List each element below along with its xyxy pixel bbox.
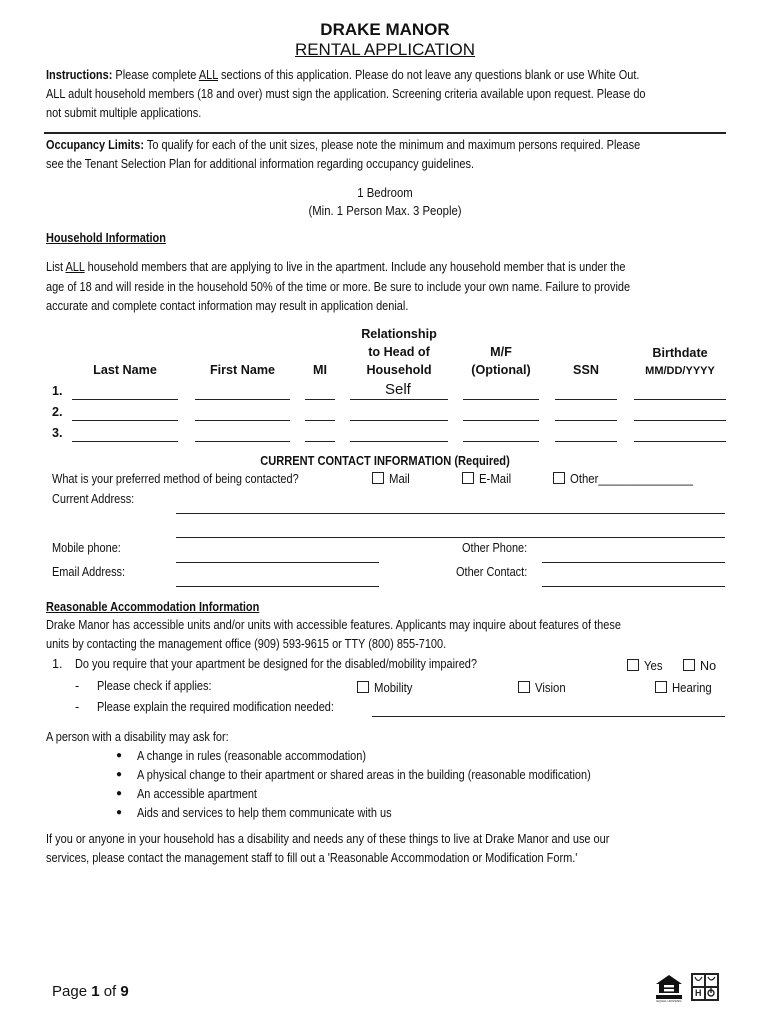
bullet-2: ●	[116, 769, 123, 780]
col-first-name: First Name	[209, 363, 276, 377]
disability-closing-line2: services, please contact the management staff to fill out a 'Reasonable Accommodation or Modification Form.'	[46, 851, 578, 865]
dash-1: -	[75, 679, 80, 693]
no-checkbox[interactable]	[683, 659, 695, 671]
col-relationship-3: Household	[366, 363, 432, 377]
col-relationship-1: Relationship	[361, 327, 437, 341]
instructions-label: Instructions:	[46, 68, 113, 82]
accommodation-heading: Reasonable Accommodation Information	[46, 600, 260, 614]
other-checkbox[interactable]	[553, 472, 565, 484]
mobility-checkbox[interactable]	[357, 681, 369, 693]
row2-mf-field[interactable]	[463, 420, 539, 421]
row3-first-name-field[interactable]	[195, 441, 290, 442]
option-hearing[interactable]: Hearing	[655, 679, 716, 699]
equal-housing-icon	[655, 974, 683, 1000]
household-heading: Household Information	[46, 231, 166, 245]
check-if-applies-label: Please check if applies:	[97, 679, 212, 693]
accessibility-logo	[691, 973, 719, 1001]
current-address-label: Current Address:	[52, 492, 135, 506]
row1-mi-field[interactable]	[305, 399, 335, 400]
disability-intro: A person with a disability may ask for:	[46, 730, 229, 744]
page-indicator: Page 1 of 9	[52, 983, 129, 1000]
col-mf-2: (Optional)	[471, 363, 531, 377]
document-title: DRAKE MANOR	[320, 20, 450, 39]
row-number-1: 1.	[52, 384, 63, 398]
section-divider	[44, 132, 726, 134]
occupancy-limits: (Min. 1 Person Max. 3 People)	[308, 204, 462, 218]
equal-housing-logo	[655, 974, 683, 1000]
other-contact-field[interactable]	[542, 586, 725, 587]
col-birthdate-1: Birthdate	[652, 346, 708, 360]
row1-birthdate-field[interactable]	[634, 399, 726, 400]
accommodation-line1: Drake Manor has accessible units and/or units with accessible features. Applicants may inquire about features of these	[46, 618, 621, 632]
question-1-text: Do you require that your apartment be designed for the disabled/mobility impaired?	[75, 657, 477, 671]
col-relationship-2: to Head of	[368, 345, 430, 359]
hearing-checkbox[interactable]	[655, 681, 667, 693]
row3-ssn-field[interactable]	[555, 441, 617, 442]
option-no[interactable]: No	[683, 657, 716, 677]
col-ssn: SSN	[573, 363, 599, 377]
row3-birthdate-field[interactable]	[634, 441, 726, 442]
row2-mi-field[interactable]	[305, 420, 335, 421]
row1-relationship-value: Self	[385, 381, 411, 398]
eho-caption: EQUAL HOUSING	[656, 999, 682, 1003]
household-para-line2: age of 18 and will reside in the household 50% of the time or more. Be sure to include your own name. Failure to provide	[46, 280, 631, 294]
row3-last-name-field[interactable]	[72, 441, 178, 442]
disability-item-3: An accessible apartment	[137, 787, 257, 801]
col-birthdate-2: MM/DD/YYYY	[645, 365, 715, 377]
disability-closing-line1: If you or anyone in your household has a disability and needs any of these things to live at Drake Manor and use our	[46, 832, 610, 846]
row2-birthdate-field[interactable]	[634, 420, 726, 421]
option-email[interactable]: E-Mail	[462, 470, 515, 490]
occupancy-line2: see the Tenant Selection Plan for additional information regarding occupancy guidelines.	[46, 157, 474, 171]
instructions-line1: Instructions: Please complete ALL sections of this application. Please do not leave any questions blank or use White Out.	[46, 68, 640, 82]
accessibility-h-glyph: H	[695, 988, 702, 998]
dash-2: -	[75, 700, 80, 714]
current-address-field-1[interactable]	[176, 513, 725, 514]
row1-ssn-field[interactable]	[555, 399, 617, 400]
bullet-3: ●	[116, 788, 123, 799]
bullet-4: ●	[116, 807, 123, 818]
row1-last-name-field[interactable]	[72, 399, 178, 400]
email-address-field[interactable]	[176, 586, 379, 587]
explain-modification-label: Please explain the required modification needed:	[97, 700, 334, 714]
row-number-2: 2.	[52, 405, 63, 419]
instructions-line3: not submit multiple applications.	[46, 106, 202, 120]
email-checkbox[interactable]	[462, 472, 474, 484]
occupancy-line1: Occupancy Limits: To qualify for each of the unit sizes, please note the minimum and maximum persons required. Please	[46, 138, 641, 152]
row3-mf-field[interactable]	[463, 441, 539, 442]
household-para-line3: accurate and complete contact information may result in application denial.	[46, 299, 409, 313]
col-last-name: Last Name	[93, 363, 157, 377]
vision-checkbox[interactable]	[518, 681, 530, 693]
explain-modification-field[interactable]	[372, 716, 725, 717]
yes-checkbox[interactable]	[627, 659, 639, 671]
other-contact-label: Other Contact:	[456, 565, 528, 579]
disability-item-4: Aids and services to help them communicate with us	[137, 806, 392, 820]
row3-relationship-field[interactable]	[350, 441, 448, 442]
preferred-contact-question: What is your preferred method of being contacted?	[52, 472, 299, 486]
row1-first-name-field[interactable]	[195, 399, 290, 400]
email-address-label: Email Address:	[52, 565, 126, 579]
option-other[interactable]: Other_______________	[553, 470, 707, 490]
option-vision[interactable]: Vision	[518, 679, 569, 699]
accommodation-line2: units by contacting the management office (909) 593-9615 or TTY (800) 855-7100.	[46, 637, 447, 651]
document-subtitle: RENTAL APPLICATION	[294, 40, 476, 59]
other-phone-field[interactable]	[542, 562, 725, 563]
option-yes[interactable]: Yes	[627, 657, 665, 677]
col-mi: MI	[313, 363, 327, 377]
row1-mf-field[interactable]	[463, 399, 539, 400]
occupancy-unit: 1 Bedroom	[357, 186, 413, 200]
row3-mi-field[interactable]	[305, 441, 335, 442]
row2-relationship-field[interactable]	[350, 420, 448, 421]
row1-relationship-field[interactable]	[350, 399, 448, 400]
row2-last-name-field[interactable]	[72, 420, 178, 421]
option-mobility[interactable]: Mobility	[357, 679, 417, 699]
row2-first-name-field[interactable]	[195, 420, 290, 421]
question-1-number: 1.	[52, 657, 63, 671]
disability-item-1: A change in rules (reasonable accommodation)	[137, 749, 367, 763]
option-mail[interactable]: Mail	[372, 470, 412, 490]
mobile-phone-label: Mobile phone:	[52, 541, 121, 555]
contact-heading: CURRENT CONTACT INFORMATION (Required)	[260, 454, 510, 468]
disability-item-2: A physical change to their apartment or shared areas in the building (reasonable modification)	[137, 768, 591, 782]
col-mf-1: M/F	[490, 345, 512, 359]
mobile-phone-field[interactable]	[176, 562, 379, 563]
row2-ssn-field[interactable]	[555, 420, 617, 421]
current-address-field-2[interactable]	[176, 537, 725, 538]
other-phone-label: Other Phone:	[462, 541, 528, 555]
instructions-line2: ALL adult household members (18 and over) must sign the application. Screening criteria available upon request. Please do	[46, 87, 646, 101]
household-para-line1: List ALL household members that are applying to live in the apartment. Include any household member that is under the	[46, 260, 626, 274]
bullet-1: ●	[116, 750, 123, 761]
row-number-3: 3.	[52, 426, 63, 440]
occupancy-label: Occupancy Limits:	[46, 138, 145, 152]
mail-checkbox[interactable]	[372, 472, 384, 484]
